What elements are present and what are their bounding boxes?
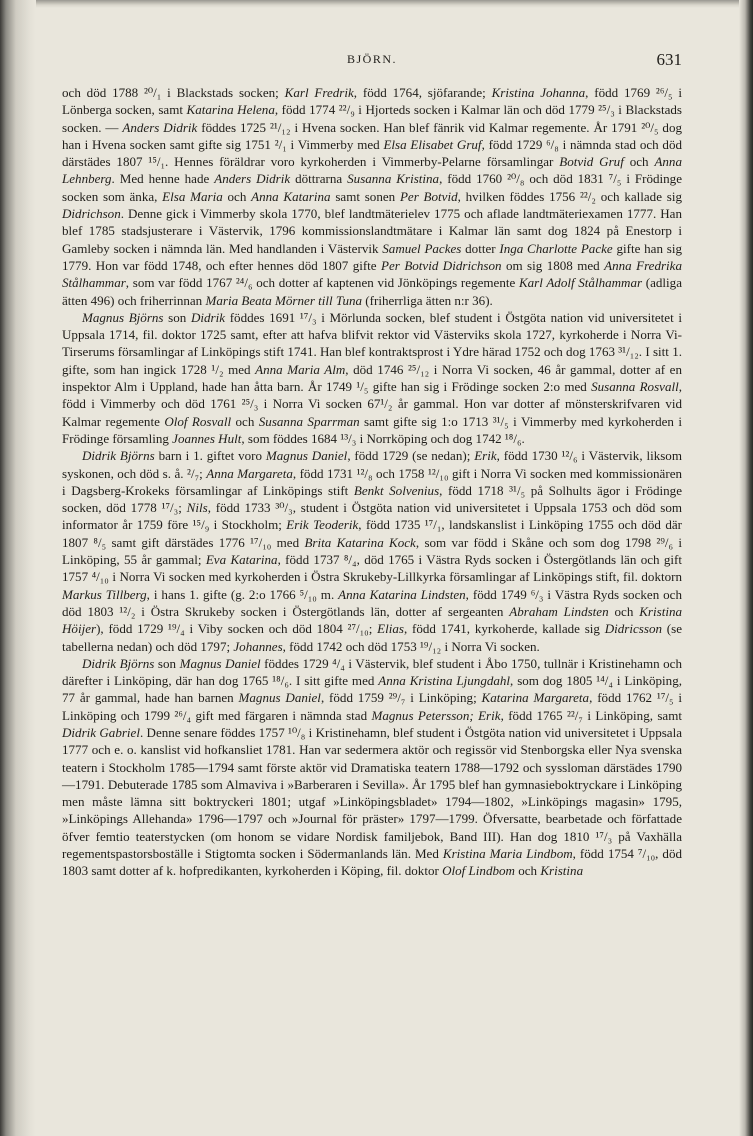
text-run: , född 1718 ³¹/₅ på Solhults ägor i Frödinge socken, död 1778 ¹⁷/₃; — [62, 482, 683, 516]
italic-name: Olof Rosvall — [164, 413, 232, 429]
italic-name: Didrik — [190, 309, 226, 325]
italic-name: Eva Katarina — [205, 552, 278, 568]
text-run: , född 1733 ³⁰/₃, student i Östgöta nation vid universitetet i Uppsala 1753 och död som informator år 1759 före ¹⁵/₉ i Stockholm; — [62, 500, 682, 533]
italic-name: Kristina Höijer — [62, 603, 682, 637]
italic-name: Anna Fredrika Stålhammar — [62, 257, 682, 291]
text-run: ), född 1729 ¹⁹/₄ i Viby socken och död 1804 ²⁷/₁₀; — [96, 621, 378, 637]
text-run: . Denne senare föddes 1757 ¹⁰/₈ i Kristinehamn, blef student i Östgöta nation vid universitetet i Uppsala 1777 och e. o. kanslist vid hofkansliet 1781. Han var sedermera aktör och regissör vid Stenborgska eller Nya svenska teatern i Stockholm 1785—1794 samt förste aktör vid Dramatiska teatern 1788—1792 och syssloman därstädes 1790—1791. Debuterade 1785 som Almaviva i »Barberaren i Sevilla». År 1795 blef han gymnasieboktryckare i Linköping men måste lämna sitt boktryckeri 1801; utgaf »Linköpingsbladet» 1794—1802, »Linköpings magasin» 1795, »Linköpings Allehanda» 1796—1797 och »Journal för präster» 1797—1799. Öfversatte, bearbetade och författade öfver femtio teaterstycken (om honom se vidare Nordisk familjebok, Band III). Han dog 1810 ¹⁷/₃ på Vaxhälla regementspastorsboställe i Stigtomta socken i Södermanlands län. Med — [62, 724, 682, 862]
text-run: , som var född i Skåne och som dog 1798 ²⁹/₆ i Linköping, 55 år gammal; — [62, 534, 683, 568]
italic-name: Didrik Björns — [82, 448, 155, 464]
italic-name: Magnus Daniel — [238, 690, 321, 706]
text-run: och — [514, 863, 541, 879]
italic-name: Anna Margareta — [206, 465, 293, 481]
italic-name: Benkt Solvenius — [353, 482, 440, 498]
text-run: , född 1737 ⁸/₄, död 1765 i Västra Ryds socken i Östergötlands län och gift 1757 ⁴/₁₀ i Norra Vi socken med kyrkoherden i Östra Skrukeby-Lillkyrka församlingar af Linköpings stift, fil. doktorn — [62, 552, 682, 585]
text-run: , född 1754 ⁷/₁₀, död 1803 samt dotter af k. hofpredikanten, kyrkoherden i Köping, fil. doktor — [62, 846, 682, 879]
text-run: , född 1730 ¹²/₆ i Västervik, liksom syskonen, och död s. å. ²/₇; — [62, 448, 682, 481]
text-run: döttrarna — [290, 171, 348, 187]
text-run: , född 1729 (se nedan); — [347, 448, 475, 464]
text-run: , född 1774 ²²/₉ i Hjorteds socken i Kalmar län och död 1779 ²⁵/₃ i Blackstads socken. — — [62, 102, 683, 135]
page-edge-shadow — [739, 0, 753, 1136]
text-run: , född 1760 ²⁰/₈ och död 1831 ⁷/₅ i Frödinge socken som änka, — [62, 171, 682, 204]
text-run: , född 1729 ⁶/₈ i nämnda stad och död därstädes 1807 ¹⁵/₁. Hennes föräldrar voro kyrkoherden i Vimmerby-Pelarne församlingar — [62, 136, 682, 170]
italic-name: Anders Didrik — [122, 119, 198, 135]
italic-name: Joannes Hult — [172, 430, 242, 446]
book-gutter-shadow — [0, 0, 36, 1136]
italic-name: Elsa Maria — [162, 188, 223, 204]
italic-name: Magnus Daniel — [179, 655, 261, 671]
text-run: föddes 1725 ²¹/₁₂ i Hvena socken. Han blef fänrik vid Kalmar regemente. År 1791 ²⁰/₅ dog han i Hvena socken samt gifte sig 1751 ²/₁ i Vimmerby med — [62, 119, 682, 152]
italic-name: Anna Maria Alm — [255, 361, 346, 377]
italic-name: Johannes — [233, 638, 283, 654]
text-run: och — [623, 154, 655, 170]
italic-name: Anna Lehnberg — [62, 154, 682, 187]
text-run: , född 1731 ¹²/₈ och 1758 ¹²/₁₀ gift i Norra Vi socken med kommissionären i Dagsberg-Krokeks församlingar af Linköpings stift — [62, 465, 683, 498]
text-run: . Denne gick i Vimmerby skola 1770, blef landtmäterielev 1775 och aflade landtmäteriexamen 1777. Han blef 1785 stadsjusterare i Västervik, 1796 kommissionslandtmätare i Kalmar län samt dog 1824 på Enestorp i Gamleby socken i nämnda län. Med handlanden i Västervik — [62, 206, 682, 256]
italic-name: Anna Katarina — [251, 188, 331, 204]
italic-name: Katarina Helena — [186, 102, 275, 118]
italic-name: Kristina Maria Lindbom — [442, 846, 573, 862]
italic-name: Susanna Kristina — [347, 171, 440, 187]
italic-name: Erik Teoderik — [286, 517, 359, 533]
text-run: , som var född 1767 ²⁴/₆ och dotter af kaptenen vid Jönköpings regemente — [125, 275, 519, 291]
text-run: , född 1764, sjöfarande; — [353, 85, 492, 100]
italic-name: Kristina Johanna — [491, 85, 586, 100]
text-run: , som dog 1805 ¹⁴/₄ i Linköping, 77 år gammal, hade han barnen — [62, 673, 682, 706]
text-run: barn i 1. giftet voro — [154, 448, 266, 464]
italic-name: Brita Katarina Kock — [304, 534, 416, 550]
text-run: , född 1735 ¹⁷/₁, landskanslist i Linköping 1755 och död där 1807 ⁸/₅ samt gift därstädes 1776 ¹⁷/₁₀ med — [62, 517, 683, 550]
paragraph — [62, 655, 682, 880]
text-run: , född 1741, kyrkoherde, kallade sig — [403, 621, 605, 637]
italic-name: Anders Didrik — [214, 171, 291, 187]
body-text — [62, 84, 682, 880]
italic-name: Karl Fredrik — [284, 85, 354, 100]
italic-name: Anna Kristina Ljungdahl — [378, 673, 511, 689]
text-run: , född 1769 ²⁶/₅ i Lönberga socken, samt — [62, 85, 683, 118]
text-run: , född 1759 ²⁹/₇ i Linköping; — [320, 690, 482, 706]
italic-name: Per Botvid Didrichson — [381, 257, 502, 273]
italic-name: Didrichson — [62, 206, 121, 222]
text-run: , född 1742 och död 1753 ¹⁹/₁₂ i Norra Vi socken. — [282, 638, 540, 654]
text-run: och död 1788 ²⁰/₁ i Blackstads socken; — [62, 85, 285, 100]
italic-name: Nils — [186, 500, 208, 516]
text-run: , död 1746 ²⁵/₁₂ i Norra Vi socken, 46 år gammal, dotter af en inspektor Alm i Uppland, hade han åtta barn. År 1749 ¹/₅ gifte han sig i Frödinge socken 2:o med — [62, 361, 682, 395]
paragraph — [62, 309, 682, 447]
italic-name: Erik — [474, 448, 497, 464]
italic-name: Elias — [377, 621, 404, 637]
italic-name: Didrik Björns — [82, 655, 155, 671]
italic-name: Didrik Gabriel — [62, 724, 140, 740]
text-run: . Med henne hade — [111, 171, 215, 187]
text-run: och — [608, 603, 640, 619]
text-run: son — [154, 655, 180, 671]
page-top-edge — [0, 0, 753, 8]
italic-name: Magnus Daniel — [265, 448, 348, 464]
italic-name: Samuel Packes — [382, 240, 462, 256]
italic-name: Markus Tillberg — [62, 586, 147, 602]
italic-name: Maria Beata Mörner till Tuna — [205, 292, 363, 308]
text-run: om sig 1808 med — [501, 257, 605, 273]
italic-name: Botvid Gruf — [559, 154, 624, 170]
italic-name: Susanna Sparrman — [258, 413, 360, 429]
page-number: 631 — [656, 50, 682, 69]
text-run: , i hans 1. gifte (g. 2:o 1766 ⁵/₁₀ m. — [146, 586, 339, 602]
italic-name: Didricsson — [604, 621, 662, 637]
paragraph — [62, 84, 682, 309]
text-run: (se tabellerna nedan) och död 1797; — [62, 621, 682, 654]
italic-name: Abraham Lindsten — [509, 603, 609, 619]
running-title: BJÖRN. — [346, 52, 397, 66]
text-run: föddes 1729 ⁴/₄ i Västervik, blef student i Åbo 1750, tullnär i Kristinehamn och därefter i Linköping, där han dog 1765 ¹⁸/₆. I sitt gifte med — [62, 655, 682, 689]
italic-name: Per Botvid — [399, 188, 458, 204]
text-run: samt gifte sig 1:o 1713 ³¹/₅ i Vimmerby med kyrkoherden i Frödinge församling — [62, 413, 682, 446]
italic-name: Katarina Margareta — [481, 690, 590, 706]
text-run: , född 1762 ¹⁷/₅ i Linköping och 1799 ²⁶/₄ gift med färgaren i nämnda stad — [62, 690, 683, 723]
paragraph — [62, 447, 682, 655]
text-run: gifte han sig 1779. Hon var född 1748, och efter hennes död 1807 gifte — [62, 240, 682, 273]
text-run: son — [163, 309, 191, 325]
italic-name: Magnus Björns — [82, 309, 164, 325]
italic-name: Anna Katarina Lindsten — [338, 586, 466, 602]
text-run: (adliga ätten 496) och friherrinnan — [62, 275, 682, 308]
text-run: , hvilken föddes 1756 ²²/₂ och kallade sig — [457, 188, 682, 204]
text-run: och — [222, 188, 252, 204]
italic-name: Elsa Elisabet Gruf — [383, 136, 482, 152]
italic-name: Magnus Petersson; Erik — [371, 707, 501, 723]
text-run: , född 1765 ²²/₇ i Linköping, samt — [500, 707, 683, 723]
italic-name: Susanna Rosvall — [591, 379, 679, 395]
italic-name: Olof Lindbom — [442, 863, 515, 879]
page-header — [62, 50, 682, 72]
text-run: , född i Vimmerby och död 1761 ²⁵/₃ i Norra Vi socken 67¹/₂ år gammal. Hon var dotter af mönsterskrifvaren vid Kalmar regemente — [62, 379, 682, 429]
text-run: , född 1749 ⁶/₃ i Västra Ryds socken och död 1803 ¹²/₂ i Östra Skrukeby socken i Östergötlands län, dotter af sergeanten — [62, 586, 682, 619]
italic-name: Karl Adolf Stålhammar — [518, 275, 643, 291]
italic-name: Kristina — [540, 863, 584, 879]
text-run: dotter — [461, 240, 500, 256]
text-run: , som föddes 1684 ¹³/₃ i Norrköping och dog 1742 ¹⁸/₆. — [241, 430, 525, 446]
text-run: föddes 1691 ¹⁷/₃ i Mörlunda socken, blef student i Östgöta nation vid universitetet i Uppsala 1714, fil. doktor 1725 samt, efter att hafva blifvit rektor vid Västerviks skola 1727, kyrkoherde i Norra Vi-Tirserums församlingar af Linköpings stift 1741. Han blef kontraktsprost i Ydre härad 1752 och dog 1763 ³¹/₁₂. I sitt 1. gifte, som han ingick 1728 ¹/₂ med — [62, 309, 682, 377]
text-run: samt sonen — [330, 188, 400, 204]
text-run: och — [231, 413, 259, 429]
text-run: (friherrliga ätten n:r 36). — [362, 292, 493, 308]
italic-name: Inga Charlotte Packe — [499, 240, 613, 256]
